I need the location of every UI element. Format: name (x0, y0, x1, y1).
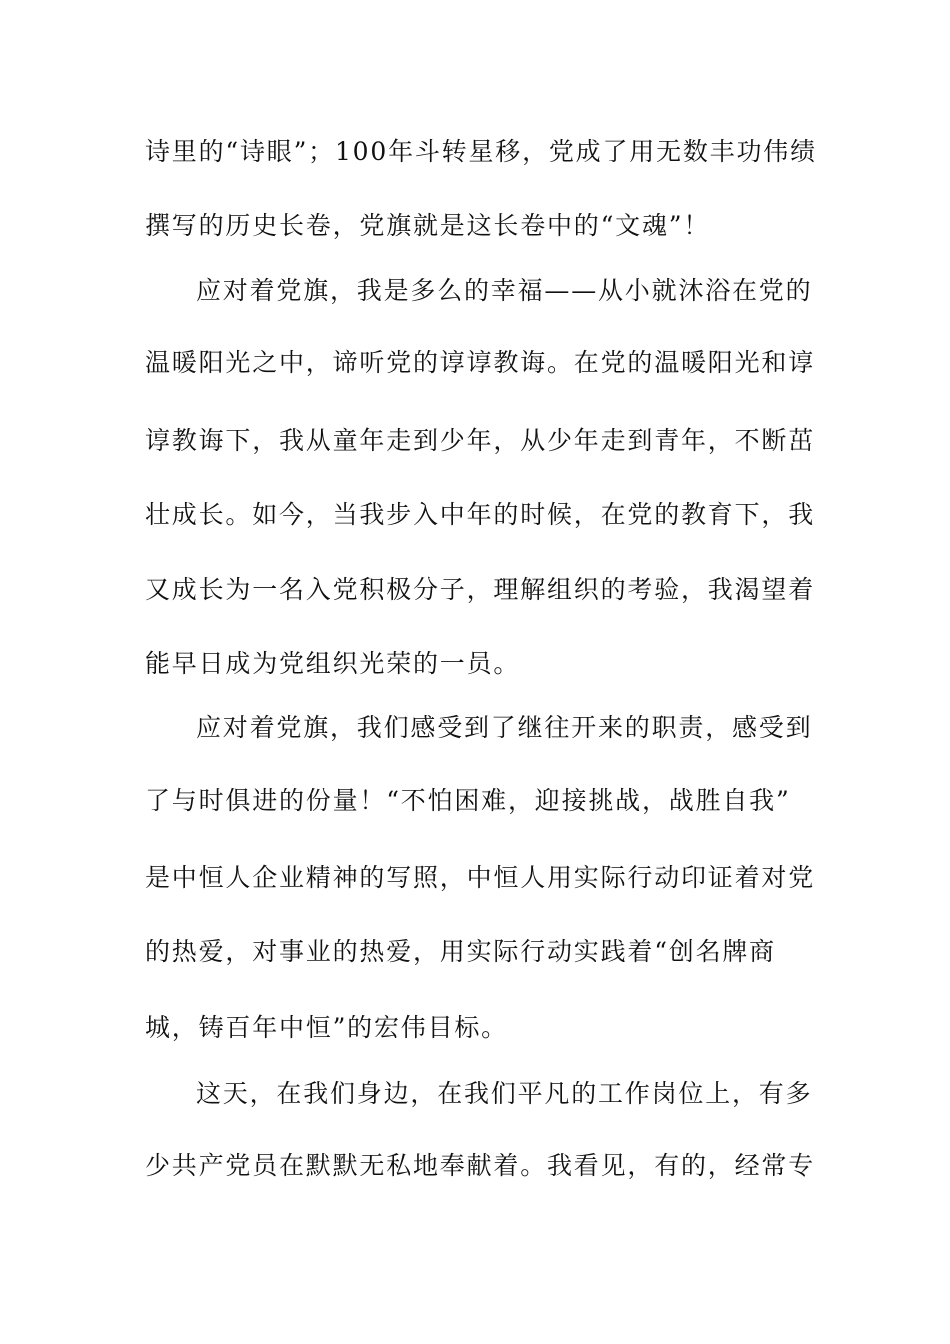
paragraph-first-line: 这天，在我们身边，在我们平凡的工作岗位上，有多 (196, 1079, 813, 1108)
paragraph-first-line: 应对着党旗，我是多么的幸福——从小就沐浴在党的 (196, 276, 813, 305)
text-line: 温暖阳光之中，谛听党的谆谆教诲。在党的温暖阳光和谆 (145, 348, 816, 377)
text-line: 是中恒人企业精神的写照，中恒人用实际行动印证着对党 (145, 863, 816, 892)
text-line: 谆教诲下，我从童年走到少年，从少年走到青年，不断茁 (145, 426, 816, 455)
text-line: 诗里的“诗眼”；100年斗转星移，党成了用无数丰功伟绩 (145, 137, 817, 166)
text-line: 能早日成为党组织光荣的一员。 (145, 649, 521, 678)
paragraph-first-line: 应对着党旗，我们感受到了继往开来的职责，感受到 (196, 713, 813, 742)
text-line: 了与时俱进的份量！“不怕困难，迎接挑战，战胜自我” (145, 786, 791, 815)
text-line: 又成长为一名入党积极分子，理解组织的考验，我渴望着 (145, 575, 816, 604)
text-line: 的热爱，对事业的热爱，用实际行动实践着“创名牌商 (145, 937, 776, 966)
text-line: 撰写的历史长卷，党旗就是这长卷中的“文魂”！ (145, 211, 711, 240)
text-line: 壮成长。如今，当我步入中年的时候，在党的教育下，我 (145, 500, 816, 529)
text-line: 城，铸百年中恒”的宏伟目标。 (145, 1013, 508, 1042)
text-line: 少共产党员在默默无私地奉献着。我看见，有的，经常专 (145, 1151, 816, 1180)
